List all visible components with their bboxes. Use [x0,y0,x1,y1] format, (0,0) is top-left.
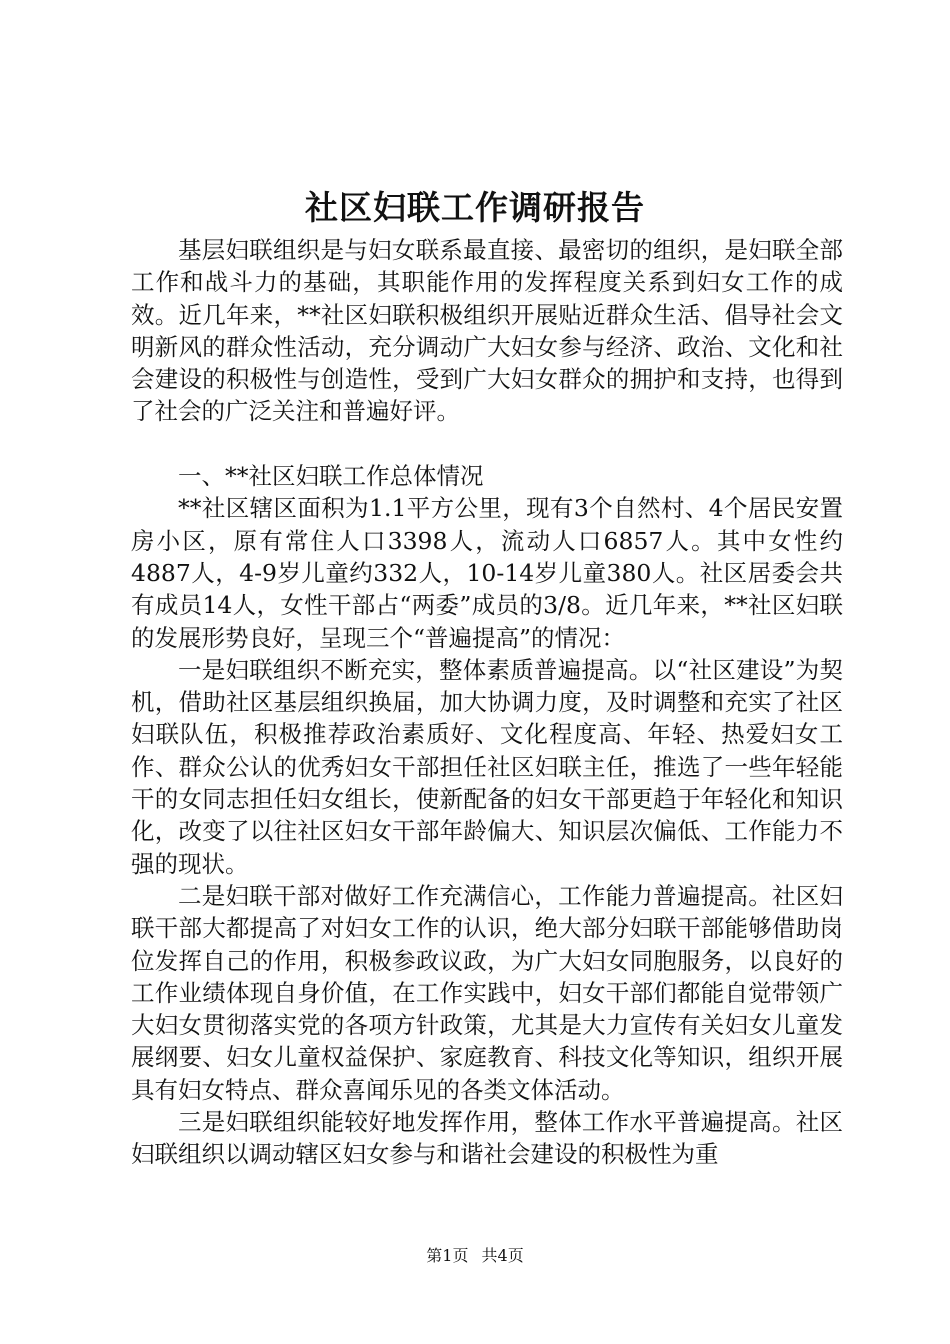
page-footer [0,1244,950,1268]
document-title: 社区妇联工作调研报告 [305,188,645,227]
point-two-paragraph: 二是妇联干部对做好工作充满信心，工作能力普遍提高。社区妇联干部大都提高了对妇女工作的认识，绝大部分妇联干部能够借助岗位发挥自己的作用，积极参政议政，为广大妇女同胞服务，以良好的工作业绩体现自身价值，在工作实践中，妇女干部们都能自觉带领广大妇女贯彻落实党的各项方针政策，尤其是大力宣传有关妇女儿童发展纲要、妇女儿童权益保护、家庭教育、科技文化等知识，组织开展具有妇女特点、群众喜闻乐见的各类文体活动。 [131,881,843,1104]
document-body [131,234,843,1171]
overview-paragraph: **社区辖区面积为1.1平方公里，现有3个自然村、4个居民安置房小区，原有常住人口3398人，流动人口6857人。其中女性约4887人，4-9岁儿童约332人，10-14岁儿童380人。社区居委会共有成员14人，女性干部占“两委”成员的3/8。近几年来，**社区妇联的发展形势良好，呈现三个“普遍提高”的情况： [131,494,843,652]
section-heading: 一、**社区妇联工作总体情况 [178,462,484,491]
intro-paragraph: 基层妇联组织是与妇女联系最直接、最密切的组织，是妇联全部工作和战斗力的基础，其职能作用的发挥程度关系到妇女工作的成效。近几年来，**社区妇联积极组织开展贴近群众生活、倡导社会文明新风的群众性活动，充分调动广大妇女参与经济、政治、文化和社会建设的积极性与创造性，受到广大妇女群众的拥护和支持，也得到了社会的广泛关注和普遍好评。 [131,236,843,426]
page-number-current: 第1页 [426,1246,469,1265]
point-three-paragraph: 三是妇联组织能较好地发挥作用，整体工作水平普遍提高。社区妇联组织以调动辖区妇女参与和谐社会建设的积极性为重 [131,1108,843,1169]
page-number-total: 共4页 [481,1246,524,1265]
point-one-paragraph: 一是妇联组织不断充实，整体素质普遍提高。以“社区建设”为契机，借助社区基层组织换届，加大协调力度，及时调整和充实了社区妇联队伍，积极推荐政治素质好、文化程度高、年轻、热爱妇女工作、群众公认的优秀妇女干部担任社区妇联主任，推选了一些年轻能干的女同志担任妇女组长，使新配备的妇女干部更趋于年轻化和知识化，改变了以往社区妇女干部年龄偏大、知识层次偏低、工作能力不强的现状。 [131,655,843,878]
